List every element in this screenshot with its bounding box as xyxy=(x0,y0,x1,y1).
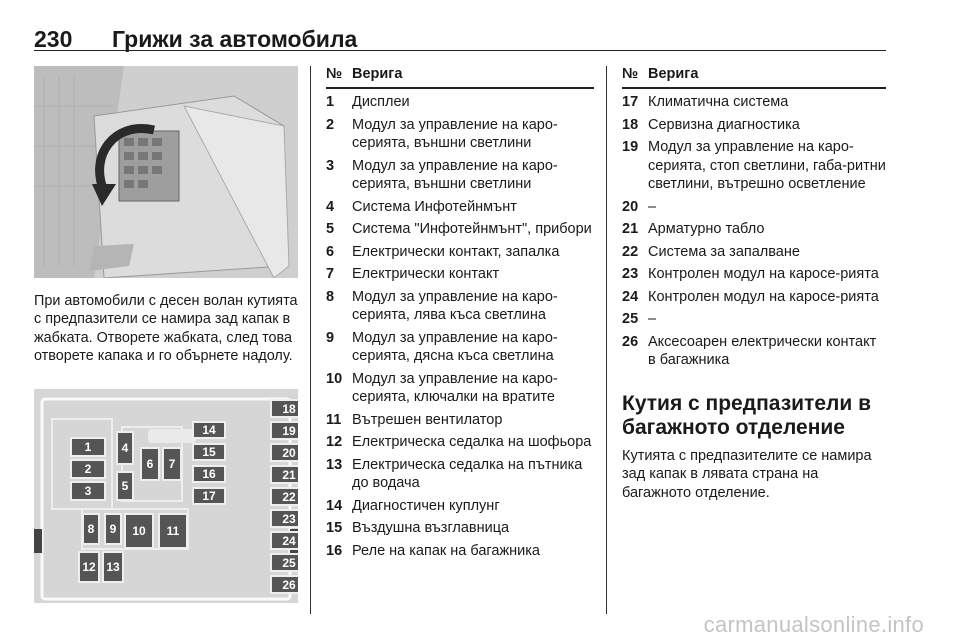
table-header-circuit: Верига xyxy=(648,66,699,82)
fuse-number: 22 xyxy=(622,243,639,260)
table-row xyxy=(326,497,594,516)
table-row xyxy=(326,329,594,366)
table-row xyxy=(326,243,594,262)
fuse-19: 19 xyxy=(270,421,298,440)
table-row xyxy=(326,157,594,194)
circuit-name: Модул за управление на каро-серията, външни светлини xyxy=(352,157,558,192)
table-header-number: № xyxy=(622,66,639,82)
fuse-number: 1 xyxy=(326,94,335,110)
circuit-name: Система за запалване xyxy=(648,243,800,260)
table-row xyxy=(622,333,886,370)
fuse-25: 25 xyxy=(270,553,298,572)
fuse-number: 23 xyxy=(622,266,639,282)
fuse-table-left xyxy=(326,66,594,560)
table-row xyxy=(326,456,594,493)
circuit-name: Електрически контакт, запалка xyxy=(352,243,560,260)
table-row xyxy=(622,243,886,262)
table-row xyxy=(622,138,886,194)
circuit-name: Климатична система xyxy=(648,94,789,110)
table-row xyxy=(622,265,886,284)
circuit-name: Електрически контакт xyxy=(352,266,500,282)
fuse-number: 9 xyxy=(326,329,335,346)
fuse-number: 20 xyxy=(622,198,639,215)
fuse-number: 12 xyxy=(326,434,343,450)
fuse-number: 7 xyxy=(326,266,335,282)
fuse-table-right xyxy=(622,66,886,502)
fuse-15: 15 xyxy=(192,443,226,461)
table-header xyxy=(326,66,594,89)
table-header-circuit: Верига xyxy=(352,66,403,82)
fuse-number: 25 xyxy=(622,311,639,327)
table-row xyxy=(326,288,594,325)
circuit-name: Диагностичен куплунг xyxy=(352,497,500,514)
table-row xyxy=(622,93,886,112)
fuse-8: 8 xyxy=(82,513,100,545)
table-row xyxy=(326,93,594,112)
header-rule xyxy=(34,50,886,51)
table-row xyxy=(326,411,594,430)
column-divider-2 xyxy=(606,66,607,614)
fuse-number: 15 xyxy=(326,520,343,536)
circuit-name: – xyxy=(648,198,657,215)
table-row xyxy=(622,220,886,239)
circuit-name: Аксесоарен електрически контакт в багажника xyxy=(648,333,877,368)
glovebox-illustration xyxy=(34,66,298,278)
fuse-number: 5 xyxy=(326,221,335,237)
fuse-12: 12 xyxy=(78,551,100,583)
fuse-23: 23 xyxy=(270,509,298,528)
circuit-name: Електрическа седалка на пътника до водача xyxy=(352,456,583,491)
page-title: Грижи за автомобила xyxy=(112,26,358,52)
table-header-number: № xyxy=(326,66,343,82)
fuse-9: 9 xyxy=(104,513,122,545)
fuse-10: 10 xyxy=(124,513,154,549)
fuse-16: 16 xyxy=(192,465,226,483)
circuit-name: Модул за управление на каро-серията, дясна къса светлина xyxy=(352,329,558,364)
glovebox-photo xyxy=(34,66,298,278)
fuse-3: 3 xyxy=(70,481,106,501)
fuse-number: 18 xyxy=(622,116,639,133)
table-row xyxy=(622,310,886,329)
circuit-name: Контролен модул на каросе-рията xyxy=(648,266,879,282)
table-row xyxy=(622,288,886,307)
circuit-name: Система "Инфотейнмънт", прибори xyxy=(352,221,592,237)
table-row xyxy=(326,198,594,217)
fuse-14: 14 xyxy=(192,421,226,439)
fuse-number: 4 xyxy=(326,198,335,215)
fuse-5: 5 xyxy=(116,471,134,501)
figure-caption: При автомобили с десен волан кутията с предпазители се намира зад капак в жабката. Отворете жабката, след това отворете капака и го обърнете надолу. xyxy=(34,293,298,364)
fuse-number: 13 xyxy=(326,456,343,473)
table-row xyxy=(622,116,886,135)
page-header xyxy=(34,26,357,53)
circuit-name: Система Инфотейнмънт xyxy=(352,198,517,215)
table-header xyxy=(622,66,886,89)
fuse-18: 18 xyxy=(270,399,298,418)
fuse-1: 1 xyxy=(70,437,106,457)
circuit-name: Вътрешен вентилатор xyxy=(352,411,503,428)
fuse-11: 11 xyxy=(158,513,188,549)
fuse-21: 21 xyxy=(270,465,298,484)
fuse-number: 3 xyxy=(326,157,335,174)
table-row xyxy=(326,519,594,538)
fuse-number: 17 xyxy=(622,94,639,110)
table-row xyxy=(326,116,594,153)
fuse-24: 24 xyxy=(270,531,298,550)
column-divider-1 xyxy=(310,66,311,614)
fuse-7: 7 xyxy=(162,447,182,481)
section-text: Кутията с предпазителите се намира зад капак в лявата страна на багажното отделение. xyxy=(622,447,872,501)
circuit-name: Арматурно табло xyxy=(648,221,765,237)
fuse-number: 14 xyxy=(326,497,343,514)
section-title: Кутия с предпазители в багажното отделение xyxy=(622,391,871,439)
table-row xyxy=(326,265,594,284)
table-row xyxy=(326,542,594,561)
circuit-name: Въздушна възглавница xyxy=(352,520,510,536)
circuit-name: Модул за управление на каро-серията, лява къса светлина xyxy=(352,288,558,323)
table-row xyxy=(326,433,594,452)
fuse-2: 2 xyxy=(70,459,106,479)
fuse-number: 2 xyxy=(326,116,335,133)
fuse-number: 21 xyxy=(622,221,639,237)
fuse-6: 6 xyxy=(140,447,160,481)
circuit-name: Дисплеи xyxy=(352,94,410,110)
circuit-name: Модул за управление на каро-серията, външни светлини xyxy=(352,116,558,151)
fuse-22: 22 xyxy=(270,487,298,506)
fuse-number: 10 xyxy=(326,370,343,387)
circuit-name: – xyxy=(648,311,657,327)
table-row xyxy=(326,370,594,407)
fuse-26: 26 xyxy=(270,575,298,594)
fuse-number: 8 xyxy=(326,288,335,305)
circuit-name: Контролен модул на каросе-рията xyxy=(648,288,879,305)
page-number: 230 xyxy=(34,26,73,52)
fuse-number: 16 xyxy=(326,542,343,559)
fuse-17: 17 xyxy=(192,487,226,505)
watermark: carmanualsonline.info xyxy=(703,612,924,637)
table-row xyxy=(622,198,886,217)
fuse-number: 26 xyxy=(622,333,639,350)
circuit-name: Модул за управление на каро-серията, ключалки на вратите xyxy=(352,370,558,405)
circuit-name: Реле на капак на багажника xyxy=(352,542,540,559)
circuit-name: Сервизна диагностика xyxy=(648,116,800,133)
fuse-number: 6 xyxy=(326,243,335,260)
circuit-name: Модул за управление на каро-серията, стоп светлини, габа-ритни светлини, вътрешно осветление xyxy=(648,139,886,192)
table-row xyxy=(326,220,594,239)
fuse-box-diagram xyxy=(34,389,298,603)
fuse-13: 13 xyxy=(102,551,124,583)
fuse-20: 20 xyxy=(270,443,298,462)
circuit-name: Електрическа седалка на шофьора xyxy=(352,434,592,450)
fuse-number: 11 xyxy=(326,411,342,428)
fuse-4: 4 xyxy=(116,431,134,465)
fuse-number: 19 xyxy=(622,139,639,155)
fuse-number: 24 xyxy=(622,288,639,305)
